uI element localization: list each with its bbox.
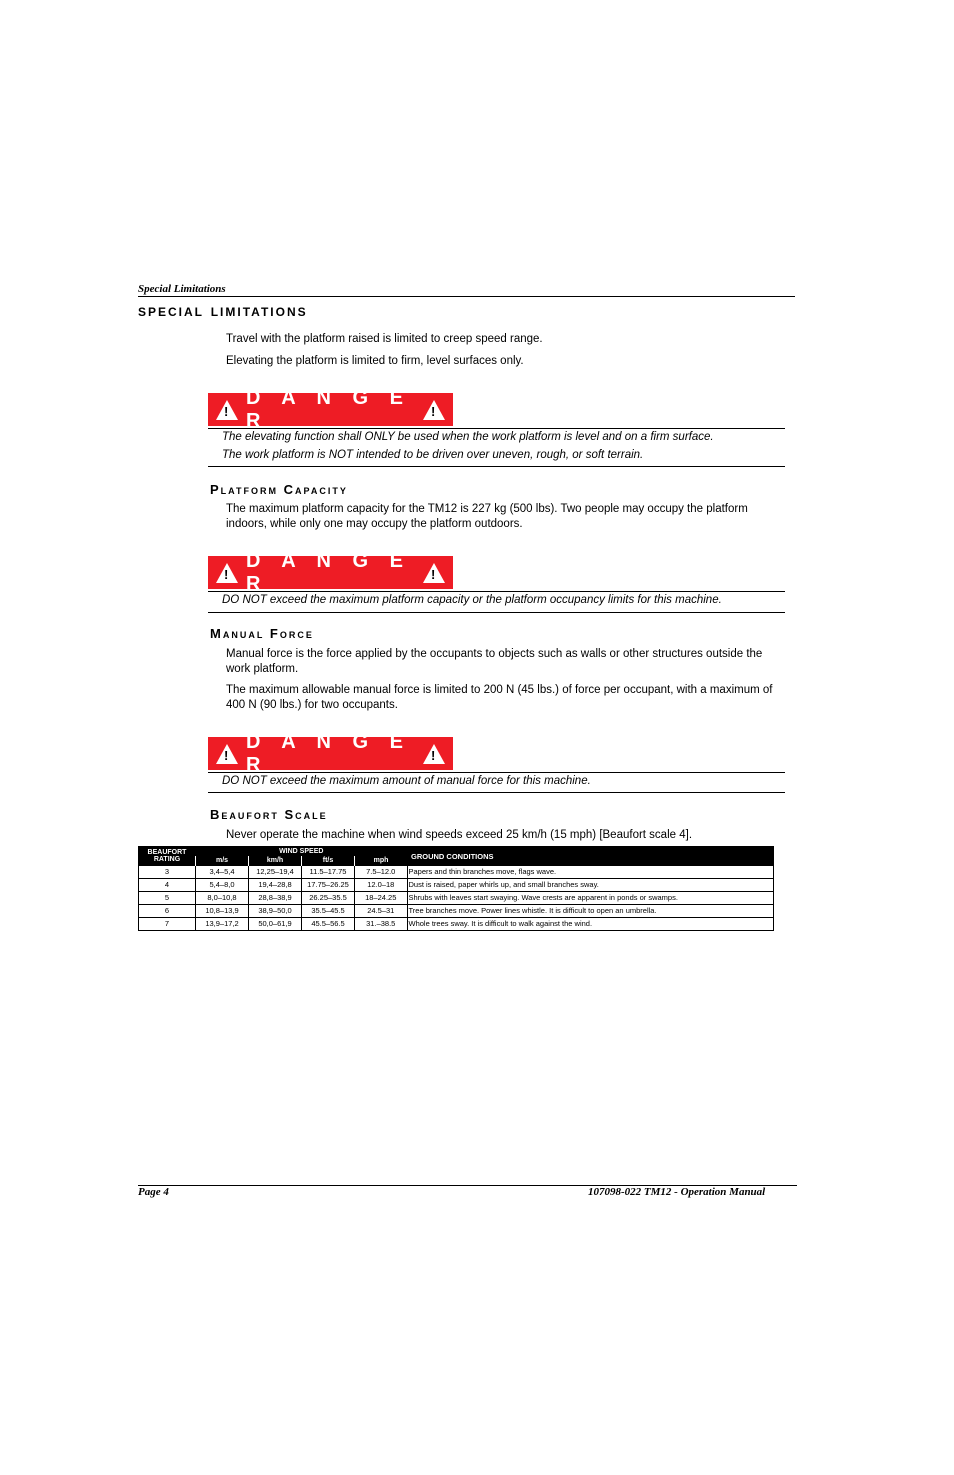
paragraph: Elevating the platform is limited to firm, level surfaces only.	[226, 355, 524, 367]
cell-rating: 3	[139, 866, 196, 879]
subsection-title: Manual Force	[210, 626, 314, 641]
cell-ms: 5,4–8,0	[196, 879, 249, 892]
header-rule	[138, 296, 795, 297]
cell-ms: 8,0–10,8	[196, 892, 249, 905]
cell-ms: 3,4–5,4	[196, 866, 249, 879]
warning-icon: !	[216, 400, 238, 420]
cell-kmh: 38,9–50,0	[249, 905, 302, 918]
cell-fts: 17.75–26.25	[302, 879, 355, 892]
danger-text: DO NOT exceed the maximum platform capacity or the platform occupancy limits for this machine.	[222, 594, 722, 606]
col-header-unit: m/s	[196, 856, 249, 866]
table-row	[139, 892, 774, 905]
danger-rule-bottom	[208, 792, 785, 793]
cell-rating: 5	[139, 892, 196, 905]
table-row	[139, 905, 774, 918]
cell-conditions: Shrubs with leaves start swaying. Wave crests are apparent in ponds or swamps.	[407, 892, 774, 905]
danger-text: The work platform is NOT intended to be driven over uneven, rough, or soft terrain.	[222, 449, 644, 461]
warning-icon: !	[423, 744, 445, 764]
section-title: special limitations	[138, 301, 308, 320]
cell-rating: 7	[139, 918, 196, 931]
cell-kmh: 50,0–61,9	[249, 918, 302, 931]
cell-mph: 7.5–12.0	[355, 866, 408, 879]
cell-rating: 4	[139, 879, 196, 892]
col-header-unit: km/h	[249, 856, 302, 866]
cell-mph: 18–24.25	[355, 892, 408, 905]
cell-kmh: 19,4–28,8	[249, 879, 302, 892]
document-id: 107098-022 TM12 - Operation Manual	[588, 1186, 766, 1198]
warning-icon: !	[423, 563, 445, 583]
cell-mph: 24.5–31	[355, 905, 408, 918]
cell-mph: 12.0–18	[355, 879, 408, 892]
paragraph: Manual force is the force applied by the occupants to objects such as walls or other structures outside the work platform.	[226, 648, 763, 675]
cell-rating: 6	[139, 905, 196, 918]
danger-rule-top	[208, 428, 785, 429]
danger-label: D A N G E R	[246, 730, 411, 776]
running-head: Special Limitations	[138, 283, 226, 295]
paragraph: The maximum allowable manual force is limited to 200 N (45 lbs.) of force per occupant, with a maximum of 400 N (90 lbs.) for two occupants.	[226, 684, 773, 711]
cell-conditions: Tree branches move. Power lines whistle. It is difficult to open an umbrella.	[407, 905, 774, 918]
danger-text: The elevating function shall ONLY be used when the work platform is level and on a firm surface.	[222, 431, 714, 443]
col-header-ground: GROUND CONDITIONS	[407, 847, 774, 866]
cell-conditions: Papers and thin branches move, flags wave.	[407, 866, 774, 879]
cell-ms: 10,8–13,9	[196, 905, 249, 918]
paragraph: The maximum platform capacity for the TM12 is 227 kg (500 lbs). Two people may occupy the platform indoors, while only one may occupy the platform outdoors.	[226, 503, 748, 530]
cell-kmh: 28,8–38,9	[249, 892, 302, 905]
cell-fts: 11.5–17.75	[302, 866, 355, 879]
danger-banner	[208, 549, 453, 595]
danger-rule-bottom	[208, 466, 785, 467]
warning-icon: !	[216, 744, 238, 764]
table-row	[139, 918, 774, 931]
danger-rule-bottom	[208, 612, 785, 613]
col-header-unit: mph	[355, 856, 408, 866]
paragraph: Never operate the machine when wind speeds exceed 25 km/h (15 mph) [Beaufort scale 4].	[226, 829, 693, 841]
danger-banner	[208, 386, 453, 432]
col-header-rating: BEAUFORT RATING	[139, 847, 196, 866]
beaufort-table	[138, 846, 774, 931]
table-row	[139, 879, 774, 892]
danger-text: DO NOT exceed the maximum amount of manual force for this machine.	[222, 775, 591, 787]
cell-fts: 45.5–56.5	[302, 918, 355, 931]
cell-fts: 26.25–35.5	[302, 892, 355, 905]
warning-icon: !	[216, 563, 238, 583]
danger-rule-top	[208, 591, 785, 592]
cell-conditions: Dust is raised, paper whirls up, and small branches sway.	[407, 879, 774, 892]
page-number: Page 4	[138, 1186, 169, 1198]
cell-ms: 13,9–17,2	[196, 918, 249, 931]
table-row	[139, 866, 774, 879]
paragraph: Travel with the platform raised is limited to creep speed range.	[226, 333, 543, 345]
col-header-wind-speed: WIND SPEED	[196, 847, 408, 857]
warning-icon: !	[423, 400, 445, 420]
subsection-title: Platform Capacity	[210, 482, 348, 497]
danger-banner	[208, 730, 453, 776]
col-header-unit: ft/s	[302, 856, 355, 866]
subsection-title: Beaufort Scale	[210, 807, 328, 822]
cell-conditions: Whole trees sway. It is difficult to walk against the wind.	[407, 918, 774, 931]
cell-kmh: 12,25–19,4	[249, 866, 302, 879]
danger-label: D A N G E R	[246, 549, 411, 595]
danger-rule-top	[208, 772, 785, 773]
cell-fts: 35.5–45.5	[302, 905, 355, 918]
danger-label: D A N G E R	[246, 386, 411, 432]
cell-mph: 31.–38.5	[355, 918, 408, 931]
